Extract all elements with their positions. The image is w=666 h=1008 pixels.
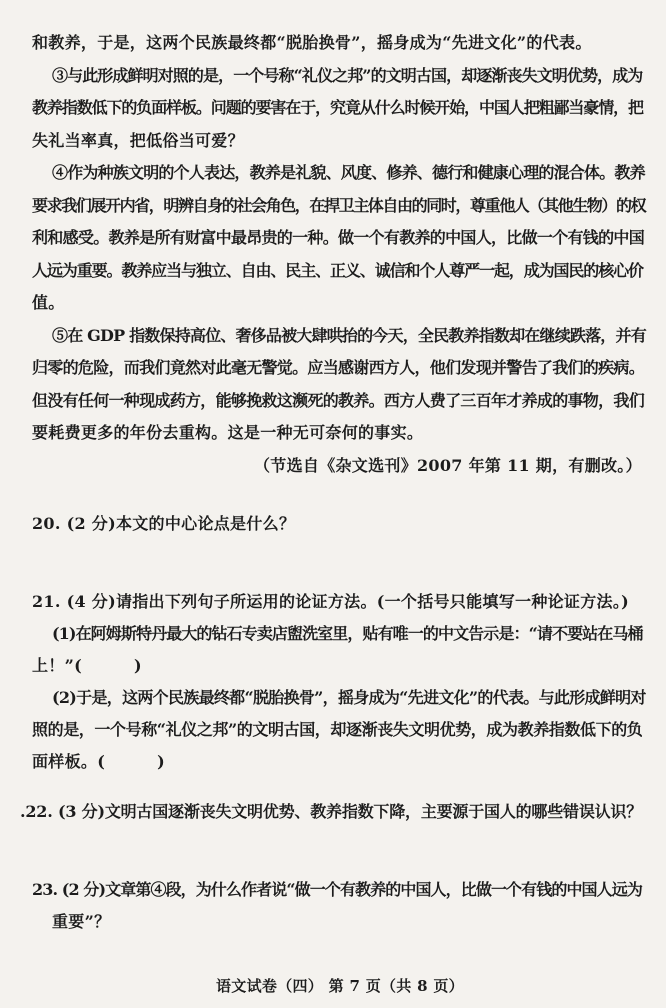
- question-21-item-2-line: 照的是，一个号称“礼仪之邦”的文明古国，却逐渐丧失文明优势，成为教养指数低下的负: [32, 720, 643, 739]
- question-21-item-1-answer: [32, 656, 142, 676]
- paragraph-4-line: 人远为重要。教养应当与独立、自由、民主、正义、诚信和个人尊严一起，成为国民的核心价: [32, 261, 643, 280]
- paragraph-4-line: ④作为种族文明的个人表达，教养是礼貌、风度、修养、德行和健康心理的混合体。教养: [52, 163, 645, 182]
- question-21-heading: 21. (4 分)请指出下列句子所运用的论证方法。(一个括号只能填写一种论证方法。): [32, 592, 629, 611]
- paragraph-4-line: 利和感受。教养是所有财富中最昂贵的一种。做一个有教养的中国人，比做一个有钱的中国: [32, 228, 645, 247]
- paragraph-5-line: 但没有任何一种现成药方，能够挽救这濒死的教养。西方人费了三百年才养成的事物，我们: [32, 391, 645, 410]
- paragraph-5-line: 要耗费更多的年份去重构。这是一种无可奈何的事实。: [32, 423, 424, 442]
- paragraph-4-line: 要求我们展开内省，明辨自身的社会角色，在捍卫主体自由的同时，尊重他人（其他生物）的权: [32, 196, 646, 215]
- source-citation: （节选自《杂文选刊》2007 年第 11 期，有删改。）: [254, 456, 642, 475]
- answer-paren-open: 上！”(: [32, 656, 82, 675]
- question-23: 23. (2 分)文章第④段，为什么作者说“做一个有教养的中国人，比做一个有钱的中国人远为: [32, 880, 642, 899]
- question-23-line: 重要”？: [52, 912, 111, 931]
- paragraph-3-line: 失礼当率真，把低俗当可爱？: [32, 131, 244, 150]
- question-20: 20. (2 分)本文的中心论点是什么？: [32, 514, 296, 533]
- question-21-item-2-answer: [32, 752, 165, 772]
- paragraph-5-line: ⑤在 GDP 指数保持高位、奢侈品被大肆哄抬的今天，全民教养指数却在继续跌落，并有: [52, 326, 646, 345]
- paragraph-3-line: ③与此形成鲜明对照的是，一个号称“礼仪之邦”的文明古国，却逐渐丧失文明优势，成为: [52, 66, 643, 85]
- question-21-item-1: (1)在阿姆斯特丹最大的钻石专卖店盥洗室里，贴有唯一的中文告示是：“请不要站在马桶: [52, 624, 643, 643]
- answer-paren-open: 面样板。(: [32, 752, 106, 771]
- question-21-item-2: (2)于是，这两个民族最终都“脱胎换骨”，摇身成为“先进文化”的代表。与此形成鲜明对: [52, 688, 646, 707]
- question-22: .22. (3 分)文明古国逐渐丧失文明优势、教养指数下降，主要源于国人的哪些错误认识？: [20, 802, 643, 821]
- paragraph-4-line: 值。: [32, 293, 65, 312]
- answer-paren-close: ): [157, 752, 165, 771]
- paragraph-5-line: 归零的危险，而我们竟然对此毫无警觉。应当感谢西方人，他们发现并警告了我们的疾病。: [32, 358, 645, 377]
- answer-paren-close: ): [133, 656, 142, 675]
- page-footer: 语文试卷（四） 第 7 页（共 8 页）: [216, 977, 464, 995]
- paragraph-2-tail: 和教养，于是，这两个民族最终都“脱胎换骨”，摇身成为“先进文化”的代表。: [32, 33, 592, 52]
- paragraph-3-line: 教养指数低下的负面样板。问题的要害在于，究竟从什么时候开始，中国人把粗鄙当豪情，把: [32, 98, 643, 117]
